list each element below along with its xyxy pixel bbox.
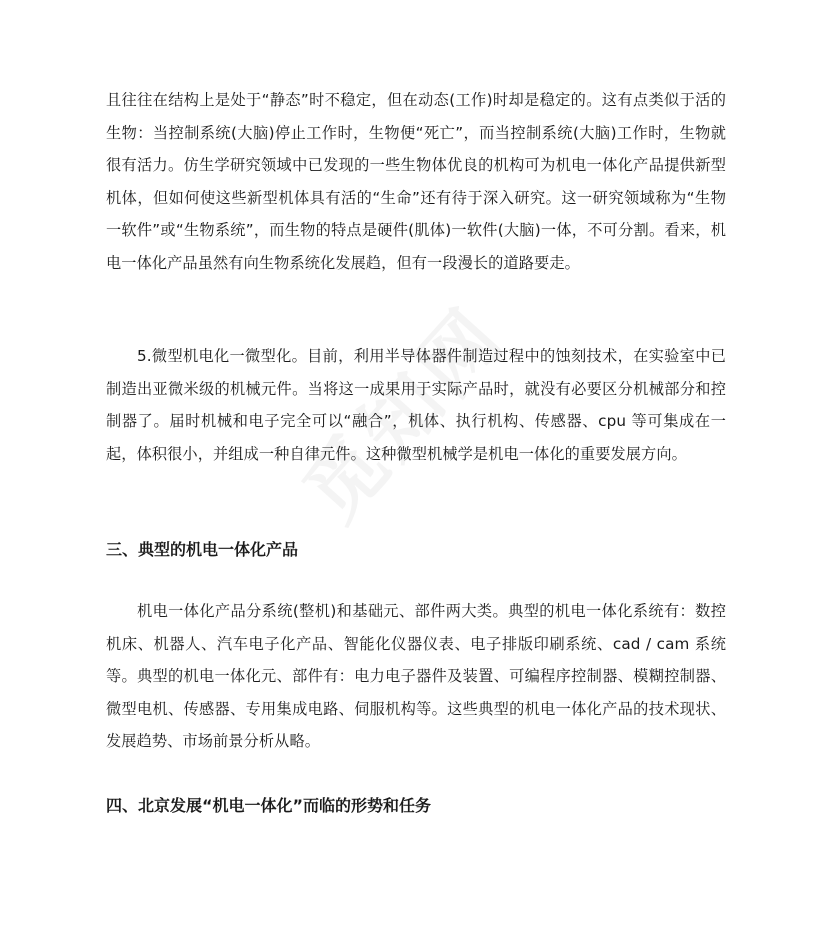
section-heading-beijing-development: 四、北京发展“机电一体化”而临的形势和任务 (106, 796, 432, 815)
paragraph-biological-systems: 且往往在结构上是处于“静态”时不稳定，但在动态(工作)时却是稳定的。这有点类似于活的生物：当控制系统(大脑)停止工作时，生物便“死亡”，而当控制系统(大脑)工作时，生物就很有活力。仿生学研究领域中已发现的一些生物体优良的机构可为机电一体化产品提供新型机体，但如何使这些新型机体具有活的“生命”还有待于深入研究。这一研究领域称为“生物一软件”或“生物系统”，而生物的特点是硬件(肌体)一软件(大脑)一体，不可分割。看来，机电一体化产品虽然有向生物系统化发展趋，但有一段漫长的道路要走。 (106, 91, 726, 272)
paragraph-typical-products: 机电一体化产品分系统(整机)和基础元、部件两大类。典型的机电一体化系统有：数控机床、机器人、汽车电子化产品、智能化仪器仪表、电子排版印刷系统、cad / cam 系统等。典型的机电一体化元、部件有：电力电子器件及装置、可编程序控制器、模糊控制器、微型电机、传感器、专用集成电路、伺服机构等。这些典型的机电一体化产品的技术现状、发展趋势、市场前景分析从略。 (106, 602, 727, 751)
paragraph-micro-mechatronics: 5.微型机电化一微型化。目前，利用半导体器件制造过程中的蚀刻技术，在实验室中已制造出亚微米级的机械元件。当将这一成果用于实际产品时，就没有必要区分机械部分和控制器了。届时机械和电子完全可以“融合”，机体、执行机构、传感器、cpu 等可集成在一起，体积很小，并组成一种自律元件。这种微型机械学是机电一体化的重要发展方向。 (106, 347, 726, 463)
section-heading-typical-products: 三、典型的机电一体化产品 (106, 540, 299, 559)
